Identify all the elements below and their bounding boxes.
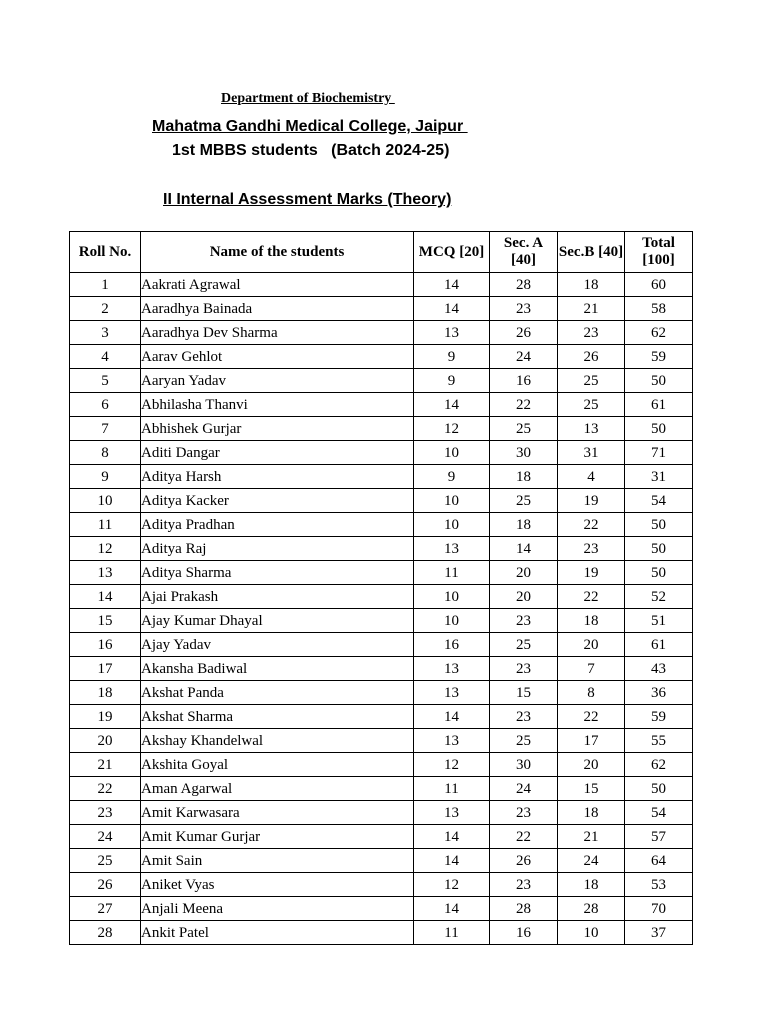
table-row bbox=[70, 297, 693, 321]
cell-mcq: 10 bbox=[414, 489, 490, 513]
cell-sec-a: 24 bbox=[490, 777, 558, 801]
cell-mcq: 16 bbox=[414, 633, 490, 657]
table-row bbox=[70, 873, 693, 897]
table-row bbox=[70, 417, 693, 441]
cell-name: Akshita Goyal bbox=[141, 753, 414, 777]
cell-sec-a: 26 bbox=[490, 849, 558, 873]
table-row bbox=[70, 633, 693, 657]
cell-name: Ankit Patel bbox=[141, 921, 414, 945]
department-heading: Department of Biochemistry bbox=[221, 91, 395, 106]
cell-total: 50 bbox=[625, 777, 693, 801]
cell-total: 54 bbox=[625, 801, 693, 825]
cell-roll: 20 bbox=[70, 729, 141, 753]
cell-total: 50 bbox=[625, 417, 693, 441]
cell-name: Aditya Kacker bbox=[141, 489, 414, 513]
cell-roll: 19 bbox=[70, 705, 141, 729]
cell-sec-b: 23 bbox=[558, 537, 625, 561]
cell-sec-b: 15 bbox=[558, 777, 625, 801]
cell-sec-a: 23 bbox=[490, 705, 558, 729]
cell-roll: 23 bbox=[70, 801, 141, 825]
table-row bbox=[70, 273, 693, 297]
cell-sec-b: 26 bbox=[558, 345, 625, 369]
cell-sec-a: 25 bbox=[490, 417, 558, 441]
cell-sec-a: 24 bbox=[490, 345, 558, 369]
table-row bbox=[70, 561, 693, 585]
cell-name: Akshat Sharma bbox=[141, 705, 414, 729]
cell-mcq: 13 bbox=[414, 681, 490, 705]
cell-sec-b: 13 bbox=[558, 417, 625, 441]
cell-total: 50 bbox=[625, 513, 693, 537]
cell-roll: 10 bbox=[70, 489, 141, 513]
cell-sec-a: 30 bbox=[490, 753, 558, 777]
cell-roll: 17 bbox=[70, 657, 141, 681]
cell-sec-b: 18 bbox=[558, 801, 625, 825]
cell-roll: 11 bbox=[70, 513, 141, 537]
column-header-sec-a: Sec. A [40] bbox=[490, 232, 558, 273]
table-row bbox=[70, 537, 693, 561]
cell-sec-a: 26 bbox=[490, 321, 558, 345]
cell-name: Aaryan Yadav bbox=[141, 369, 414, 393]
cell-mcq: 13 bbox=[414, 537, 490, 561]
table-row bbox=[70, 705, 693, 729]
cell-mcq: 11 bbox=[414, 561, 490, 585]
cell-roll: 22 bbox=[70, 777, 141, 801]
cell-sec-a: 18 bbox=[490, 465, 558, 489]
table-row bbox=[70, 321, 693, 345]
table-row bbox=[70, 441, 693, 465]
cell-sec-b: 4 bbox=[558, 465, 625, 489]
column-header-total: Total [100] bbox=[625, 232, 693, 273]
cell-sec-b: 21 bbox=[558, 297, 625, 321]
cell-total: 36 bbox=[625, 681, 693, 705]
cell-total: 62 bbox=[625, 321, 693, 345]
cell-mcq: 13 bbox=[414, 657, 490, 681]
cell-sec-a: 25 bbox=[490, 729, 558, 753]
cell-name: Ajay Kumar Dhayal bbox=[141, 609, 414, 633]
cell-roll: 1 bbox=[70, 273, 141, 297]
cell-mcq: 13 bbox=[414, 729, 490, 753]
cell-sec-b: 21 bbox=[558, 825, 625, 849]
cell-total: 54 bbox=[625, 489, 693, 513]
cell-sec-b: 18 bbox=[558, 273, 625, 297]
table-row bbox=[70, 609, 693, 633]
cell-sec-b: 19 bbox=[558, 489, 625, 513]
cell-sec-b: 22 bbox=[558, 513, 625, 537]
cell-total: 62 bbox=[625, 753, 693, 777]
cell-roll: 4 bbox=[70, 345, 141, 369]
table-header-row bbox=[70, 232, 693, 273]
table-row bbox=[70, 921, 693, 945]
cell-sec-b: 25 bbox=[558, 393, 625, 417]
cell-total: 50 bbox=[625, 561, 693, 585]
cell-sec-a: 16 bbox=[490, 369, 558, 393]
cell-roll: 3 bbox=[70, 321, 141, 345]
cell-roll: 6 bbox=[70, 393, 141, 417]
cell-sec-b: 17 bbox=[558, 729, 625, 753]
cell-total: 61 bbox=[625, 393, 693, 417]
table-row bbox=[70, 777, 693, 801]
cell-total: 70 bbox=[625, 897, 693, 921]
marks-table bbox=[69, 231, 693, 945]
cell-roll: 21 bbox=[70, 753, 141, 777]
cell-mcq: 10 bbox=[414, 585, 490, 609]
cell-sec-b: 7 bbox=[558, 657, 625, 681]
cell-total: 52 bbox=[625, 585, 693, 609]
cell-name: Anjali Meena bbox=[141, 897, 414, 921]
table-row bbox=[70, 849, 693, 873]
cell-sec-a: 23 bbox=[490, 297, 558, 321]
table-row bbox=[70, 513, 693, 537]
cell-mcq: 14 bbox=[414, 393, 490, 417]
cell-name: Abhilasha Thanvi bbox=[141, 393, 414, 417]
table-row bbox=[70, 729, 693, 753]
cell-sec-b: 20 bbox=[558, 633, 625, 657]
cell-name: Amit Karwasara bbox=[141, 801, 414, 825]
cell-name: Ajai Prakash bbox=[141, 585, 414, 609]
cell-total: 59 bbox=[625, 345, 693, 369]
assessment-title: II Internal Assessment Marks (Theory) bbox=[163, 191, 452, 208]
cell-name: Akshay Khandelwal bbox=[141, 729, 414, 753]
cell-sec-b: 28 bbox=[558, 897, 625, 921]
cell-name: Akansha Badiwal bbox=[141, 657, 414, 681]
cell-name: Akshat Panda bbox=[141, 681, 414, 705]
cell-sec-a: 25 bbox=[490, 489, 558, 513]
cell-sec-b: 25 bbox=[558, 369, 625, 393]
cell-roll: 13 bbox=[70, 561, 141, 585]
table-row bbox=[70, 489, 693, 513]
cell-sec-a: 28 bbox=[490, 273, 558, 297]
cell-total: 61 bbox=[625, 633, 693, 657]
cell-mcq: 9 bbox=[414, 369, 490, 393]
table-row bbox=[70, 897, 693, 921]
cell-roll: 8 bbox=[70, 441, 141, 465]
table-row bbox=[70, 825, 693, 849]
cell-mcq: 14 bbox=[414, 897, 490, 921]
cell-roll: 14 bbox=[70, 585, 141, 609]
cell-total: 43 bbox=[625, 657, 693, 681]
cell-mcq: 14 bbox=[414, 825, 490, 849]
cell-mcq: 14 bbox=[414, 273, 490, 297]
cell-mcq: 10 bbox=[414, 513, 490, 537]
cell-mcq: 14 bbox=[414, 297, 490, 321]
cell-mcq: 12 bbox=[414, 417, 490, 441]
cell-total: 51 bbox=[625, 609, 693, 633]
cell-sec-a: 23 bbox=[490, 873, 558, 897]
cell-name: Aaradhya Bainada bbox=[141, 297, 414, 321]
cell-mcq: 9 bbox=[414, 345, 490, 369]
cell-total: 59 bbox=[625, 705, 693, 729]
cell-mcq: 13 bbox=[414, 321, 490, 345]
cell-roll: 25 bbox=[70, 849, 141, 873]
cell-sec-a: 20 bbox=[490, 561, 558, 585]
cell-total: 64 bbox=[625, 849, 693, 873]
cell-name: Aaradhya Dev Sharma bbox=[141, 321, 414, 345]
cell-name: Aditi Dangar bbox=[141, 441, 414, 465]
table-row bbox=[70, 369, 693, 393]
cell-total: 71 bbox=[625, 441, 693, 465]
cell-mcq: 10 bbox=[414, 609, 490, 633]
cell-mcq: 12 bbox=[414, 753, 490, 777]
cell-roll: 16 bbox=[70, 633, 141, 657]
cell-roll: 28 bbox=[70, 921, 141, 945]
cell-sec-b: 22 bbox=[558, 585, 625, 609]
cell-total: 58 bbox=[625, 297, 693, 321]
cell-sec-a: 23 bbox=[490, 609, 558, 633]
cell-name: Aditya Harsh bbox=[141, 465, 414, 489]
cell-total: 55 bbox=[625, 729, 693, 753]
cell-sec-b: 22 bbox=[558, 705, 625, 729]
cell-name: Aditya Raj bbox=[141, 537, 414, 561]
table-row bbox=[70, 681, 693, 705]
table-row bbox=[70, 801, 693, 825]
table-row bbox=[70, 465, 693, 489]
cell-roll: 27 bbox=[70, 897, 141, 921]
column-header-name: Name of the students bbox=[141, 232, 414, 273]
cell-sec-b: 8 bbox=[558, 681, 625, 705]
cell-name: Aarav Gehlot bbox=[141, 345, 414, 369]
cell-name: Amit Kumar Gurjar bbox=[141, 825, 414, 849]
cell-sec-b: 18 bbox=[558, 873, 625, 897]
table-row bbox=[70, 345, 693, 369]
table-row bbox=[70, 753, 693, 777]
cell-roll: 26 bbox=[70, 873, 141, 897]
cell-name: Ajay Yadav bbox=[141, 633, 414, 657]
table-body bbox=[70, 273, 693, 945]
cell-sec-a: 20 bbox=[490, 585, 558, 609]
cell-mcq: 13 bbox=[414, 801, 490, 825]
cell-name: Aditya Sharma bbox=[141, 561, 414, 585]
cell-mcq: 10 bbox=[414, 441, 490, 465]
cell-sec-a: 18 bbox=[490, 513, 558, 537]
cell-name: Aakrati Agrawal bbox=[141, 273, 414, 297]
cell-total: 57 bbox=[625, 825, 693, 849]
cell-sec-b: 10 bbox=[558, 921, 625, 945]
batch-subtitle: 1st MBBS students (Batch 2024-25) bbox=[172, 142, 450, 159]
cell-sec-a: 30 bbox=[490, 441, 558, 465]
cell-sec-a: 22 bbox=[490, 825, 558, 849]
cell-sec-a: 25 bbox=[490, 633, 558, 657]
cell-mcq: 14 bbox=[414, 705, 490, 729]
cell-name: Aman Agarwal bbox=[141, 777, 414, 801]
column-header-sec-b: Sec.B [40] bbox=[558, 232, 625, 273]
cell-sec-a: 23 bbox=[490, 801, 558, 825]
cell-mcq: 11 bbox=[414, 921, 490, 945]
cell-sec-a: 22 bbox=[490, 393, 558, 417]
table-row bbox=[70, 585, 693, 609]
cell-total: 50 bbox=[625, 537, 693, 561]
cell-sec-b: 31 bbox=[558, 441, 625, 465]
cell-sec-a: 23 bbox=[490, 657, 558, 681]
cell-sec-b: 20 bbox=[558, 753, 625, 777]
cell-roll: 18 bbox=[70, 681, 141, 705]
cell-total: 60 bbox=[625, 273, 693, 297]
cell-total: 53 bbox=[625, 873, 693, 897]
cell-roll: 15 bbox=[70, 609, 141, 633]
column-header-roll: Roll No. bbox=[70, 232, 141, 273]
table-row bbox=[70, 393, 693, 417]
cell-sec-b: 19 bbox=[558, 561, 625, 585]
cell-sec-b: 18 bbox=[558, 609, 625, 633]
cell-sec-b: 24 bbox=[558, 849, 625, 873]
cell-roll: 5 bbox=[70, 369, 141, 393]
college-name: Mahatma Gandhi Medical College, Jaipur bbox=[152, 118, 468, 135]
cell-total: 50 bbox=[625, 369, 693, 393]
cell-total: 37 bbox=[625, 921, 693, 945]
cell-roll: 9 bbox=[70, 465, 141, 489]
table-row bbox=[70, 657, 693, 681]
cell-name: Amit Sain bbox=[141, 849, 414, 873]
cell-roll: 24 bbox=[70, 825, 141, 849]
cell-sec-a: 28 bbox=[490, 897, 558, 921]
cell-roll: 7 bbox=[70, 417, 141, 441]
cell-name: Aniket Vyas bbox=[141, 873, 414, 897]
cell-roll: 2 bbox=[70, 297, 141, 321]
cell-mcq: 12 bbox=[414, 873, 490, 897]
cell-roll: 12 bbox=[70, 537, 141, 561]
cell-total: 31 bbox=[625, 465, 693, 489]
cell-sec-a: 16 bbox=[490, 921, 558, 945]
cell-sec-a: 15 bbox=[490, 681, 558, 705]
cell-mcq: 14 bbox=[414, 849, 490, 873]
cell-name: Abhishek Gurjar bbox=[141, 417, 414, 441]
cell-sec-a: 14 bbox=[490, 537, 558, 561]
cell-mcq: 9 bbox=[414, 465, 490, 489]
cell-sec-b: 23 bbox=[558, 321, 625, 345]
cell-name: Aditya Pradhan bbox=[141, 513, 414, 537]
column-header-mcq: MCQ [20] bbox=[414, 232, 490, 273]
cell-mcq: 11 bbox=[414, 777, 490, 801]
